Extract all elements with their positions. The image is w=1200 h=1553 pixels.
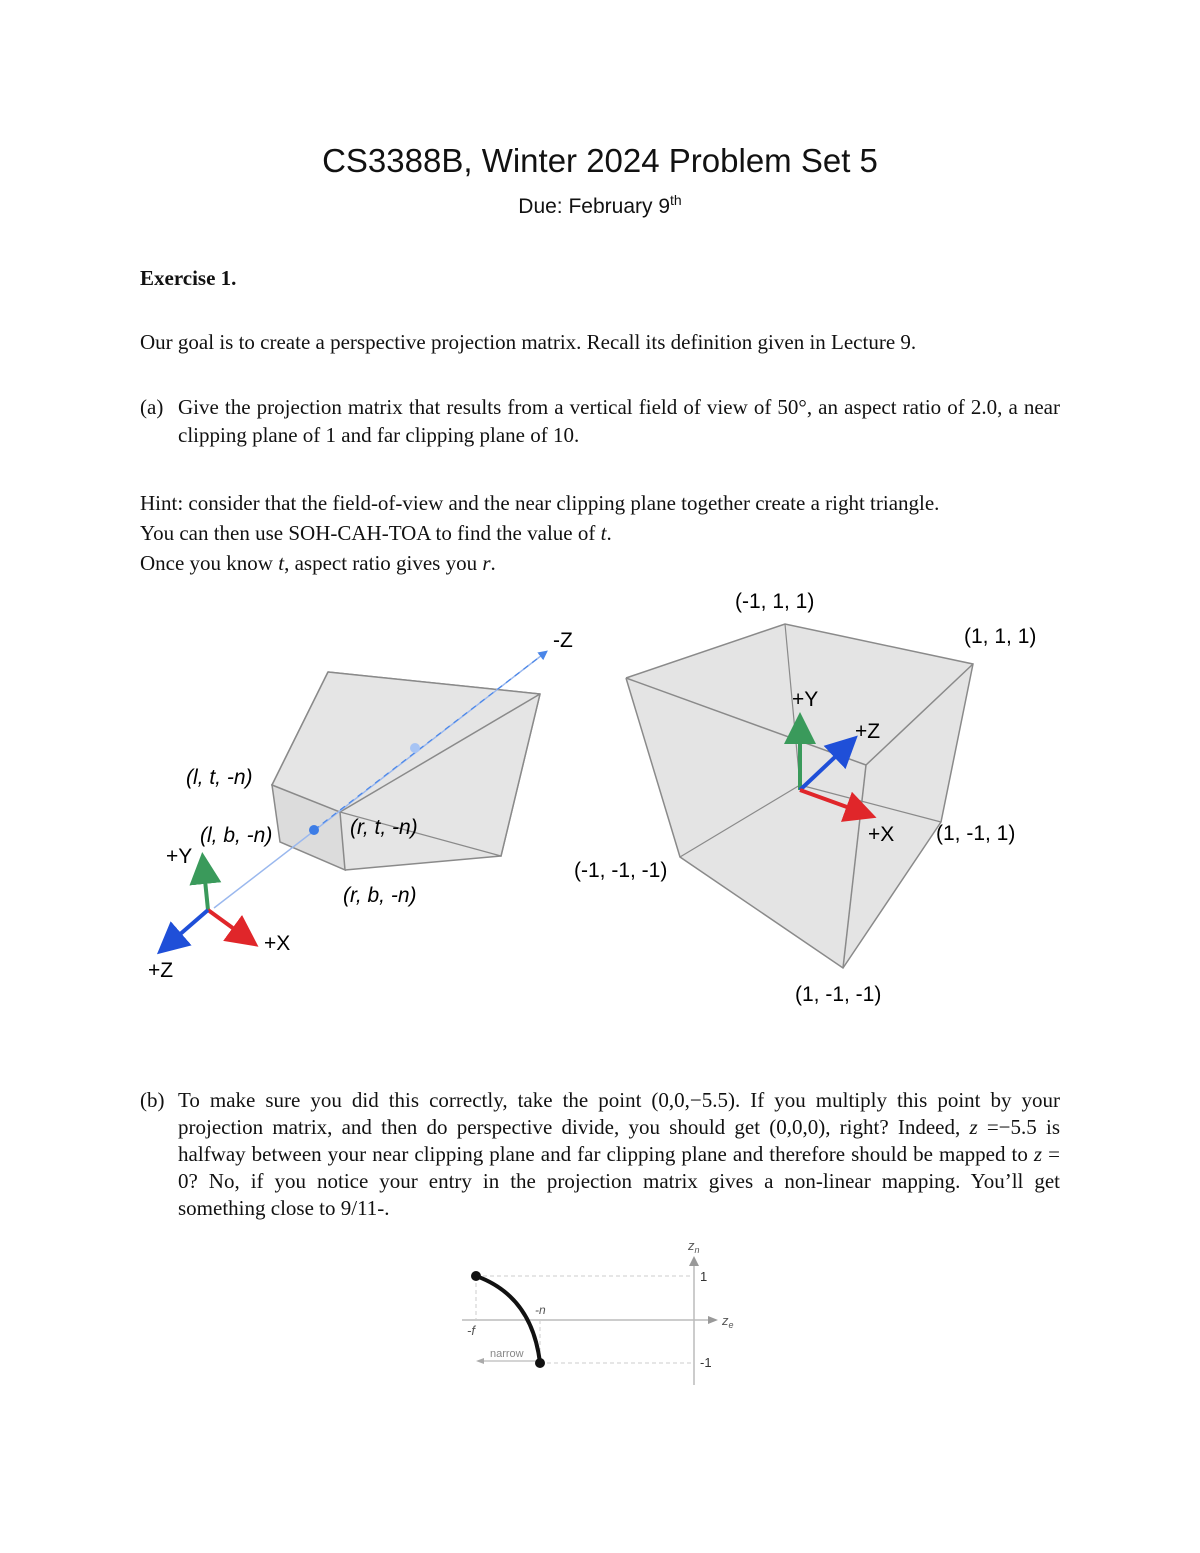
zn-arrowhead: [689, 1256, 699, 1266]
part-b-text-2: =−5.5 is halfway between your near clipping plane and far clipping plane and therefore should be mapped to: [178, 1115, 1060, 1166]
hint-line-2-text: You can then use SOH-CAH-TOA to find the value of: [140, 521, 601, 545]
far-label: -f: [467, 1323, 475, 1338]
hint-line-3-mid: , aspect ratio gives you: [284, 551, 483, 575]
corner-m1m1m1-label: (-1, -1, -1): [574, 859, 668, 882]
corner-lbn-label: (l, b, -n): [200, 824, 273, 847]
exercise-intro: Our goal is to create a perspective projection matrix. Recall its definition given in Lecture 9.: [140, 330, 917, 354]
depth-mapping-figure: [462, 1238, 734, 1385]
part-a-label: (a): [140, 395, 164, 419]
exercise-heading: Exercise 1.: [140, 266, 237, 290]
cube-x-label: +X: [868, 823, 895, 846]
part-b-text: [178, 1087, 1060, 1222]
frustum-neg-z-label: -Z: [553, 629, 573, 652]
near-point: [309, 825, 319, 835]
frustum-x-axis: [208, 910, 252, 942]
zn-axis-label: $z_n$: [688, 1238, 700, 1255]
hint-line-3-text: Once you know: [140, 551, 279, 575]
part-a-text: Give the projection matrix that results from a vertical field of view of 50°, an aspect ratio of 2.0, a near clipping plane of 1 and far clipping plane of 10.: [178, 395, 1060, 447]
ze-arrowhead: [708, 1316, 718, 1324]
frustum-x-label: +X: [264, 932, 291, 955]
narrow-arrowhead: [476, 1358, 484, 1364]
part-b-var-z: z: [969, 1115, 978, 1139]
hint-var-t2: t: [278, 551, 285, 575]
hint-line-1: Hint: consider that the field-of-view and the near clipping plane together create a right triangle.: [140, 491, 940, 515]
frustum: [148, 629, 573, 982]
hint-var-t: t: [600, 521, 607, 545]
corner-m111-label: (-1, 1, 1): [735, 590, 815, 613]
part-b: [140, 1087, 1060, 1222]
part-b-label: (b): [140, 1088, 165, 1112]
hint-line-2-end: .: [606, 521, 612, 545]
due-date-suffix: th: [670, 192, 682, 208]
frustum-z-axis: [163, 910, 208, 949]
tick-1-label: 1: [700, 1269, 708, 1284]
hint-line-3-end: .: [490, 551, 496, 575]
curve-end-point: [535, 1358, 545, 1368]
cube-z-label: +Z: [855, 720, 881, 743]
part-b-var-z2: z: [1033, 1142, 1043, 1166]
tick-m1-label: -1: [700, 1355, 712, 1370]
ze-axis-label: $z_e$: [722, 1313, 734, 1330]
page-title: CS3388B, Winter 2024 Problem Set 5: [322, 142, 878, 179]
corner-1m1m1-label: (1, -1, -1): [795, 983, 882, 1006]
corner-1m11-label: (1, -1, 1): [936, 822, 1016, 845]
frustum-z-label: +Z: [148, 959, 174, 982]
corner-rtn-label: (r, t, -n): [350, 816, 418, 839]
cube-y-label: +Y: [792, 688, 819, 711]
corner-111-label: (1, 1, 1): [964, 625, 1037, 648]
frustum-y-axis: [203, 860, 208, 910]
frustum-y-label: +Y: [166, 845, 193, 868]
far-point: [410, 743, 420, 753]
near-label: -n: [535, 1303, 546, 1317]
corner-ltn-label: (l, t, -n): [186, 766, 253, 789]
ndc-cube: [574, 590, 1036, 1006]
corner-rbn-label: (r, b, -n): [343, 884, 417, 907]
due-date-text: Due: February 9: [518, 195, 671, 218]
cube-body: [626, 624, 973, 968]
part-b-text-1: To make sure you did this correctly, take the point (0,0,−5.5). If you multiply this point by your projection matrix, and then do perspective divide, you should get (0,0,0), right? Indeed,: [178, 1088, 1060, 1139]
narrow-label: narrow: [490, 1348, 524, 1360]
hint-var-r: r: [482, 551, 491, 575]
part-b-text-3: = 0? No, if you notice your entry in the projection matrix gives a non-linear mapping. You’ll get something close to 9/11-.: [178, 1142, 1060, 1220]
curve-start-point: [471, 1271, 481, 1281]
